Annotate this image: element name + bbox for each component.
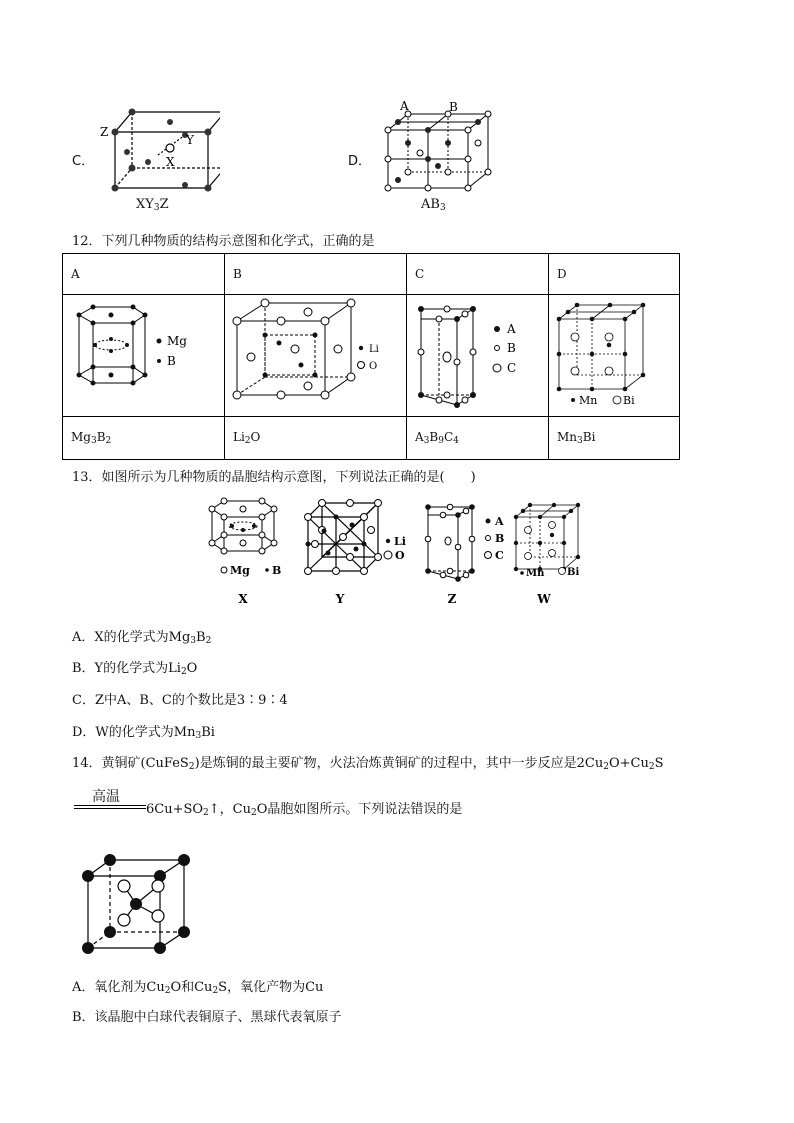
q13-option-c: C．Z中A、B、C的个数比是3∶9∶4 [72, 693, 288, 708]
q12-header-d: D [549, 254, 680, 295]
d-legend-bi: Bi [623, 394, 635, 407]
q14-option-a: A．氧化剂为$Cu_2O$和$Cu_2S$，氧化产物为Cu [72, 980, 324, 996]
z-legend-b: B [495, 532, 505, 545]
q12-header-c: C [407, 254, 549, 295]
q12-figure-b [225, 295, 407, 417]
c-atom-z: Z [100, 125, 109, 139]
q13-label-w: W [537, 592, 551, 606]
w-legend-bi: Bi [567, 567, 580, 578]
q12-figure-c [407, 295, 549, 417]
q12-table [62, 253, 680, 460]
q14-option-b: B．该晶胞中白球代表铜原子、黑球代表氧原子 [72, 1010, 342, 1025]
q13-figure-w [514, 503, 580, 606]
q13-stem: 13．如图所示为几种物质的晶胞结构示意图，下列说法正确的是( ) [72, 470, 476, 485]
b-legend-o: O [369, 361, 378, 372]
q11-option-d-label: D． [348, 154, 372, 169]
a-legend-b: B [167, 354, 176, 368]
y-legend-li: Li [394, 535, 406, 548]
q13-label-x: X [238, 592, 248, 606]
q14-stem-line2: $6Cu+SO_2↑$，$Cu_2O$晶胞如图所示。下列说法错误的是 [146, 802, 463, 818]
q13-figures [200, 495, 600, 610]
q14-cu2o-cell-figure [80, 850, 200, 960]
q13-option-d: D．W的化学式为$Mn_3Bi$ [72, 725, 215, 741]
q11-c-formula: $XY_3Z$ [136, 197, 169, 213]
q13-option-a: A．X的化学式为$Mg_3B_2$ [72, 630, 212, 646]
c-legend-a: A [507, 322, 516, 336]
z-legend-a: A [495, 515, 504, 528]
w-legend-mn: Mn [526, 568, 545, 579]
d-atom-a: A [400, 99, 409, 113]
q13-figure-y [305, 500, 406, 607]
c-legend-b: B [507, 341, 516, 355]
q12-formula-d: $Mn_3Bi$ [549, 417, 680, 460]
x-legend-mg: Mg [230, 564, 250, 577]
c-legend-c: C [507, 361, 517, 375]
q12-header-b: B [225, 254, 407, 295]
q13-option-b: B．Y的化学式为$Li_2O$ [72, 661, 198, 677]
q12-formula-c: $A_3B_9C_4$ [407, 417, 549, 460]
q13-figure-x [209, 498, 281, 606]
q14-equals-line-1 [74, 805, 146, 806]
q12-stem: 12．下列几种物质的结构示意图和化学式，正确的是 [72, 234, 375, 249]
q13-label-y: Y [335, 592, 345, 606]
b-legend-li: Li [369, 344, 379, 355]
x-legend-b: B [272, 564, 282, 577]
q11-option-d-figure [376, 98, 496, 198]
q11-option-c-label: C． [72, 154, 95, 169]
c-atom-y: Y [186, 133, 194, 147]
q12-header-a: A [63, 254, 225, 295]
z-legend-c: C [495, 549, 504, 562]
q12-figure-a [63, 295, 225, 417]
q12-figure-d [549, 295, 680, 417]
q14-equals-line-2 [74, 808, 146, 809]
d-legend-mn: Mn [579, 394, 598, 407]
c-atom-x: X [166, 155, 175, 169]
q14-stem-line1: 14．黄铜矿(CuFeS$_2$)是炼铜的最主要矿物，火法冶炼黄铜矿的过程中，其中一步反应是$2Cu_2O+Cu_2S$ [72, 756, 664, 772]
d-atom-b: B [449, 100, 458, 114]
q11-d-formula: $AB_3$ [421, 197, 446, 213]
q12-formula-b: $Li_2O$ [225, 417, 407, 460]
q14-reaction-condition: 高温 [92, 789, 120, 805]
y-legend-o: O [395, 549, 405, 562]
q13-figure-z [425, 504, 504, 606]
q12-formula-a: $Mg_3B_2$ [63, 417, 225, 460]
q13-label-z: Z [447, 592, 457, 606]
a-legend-mg: Mg [167, 334, 187, 348]
